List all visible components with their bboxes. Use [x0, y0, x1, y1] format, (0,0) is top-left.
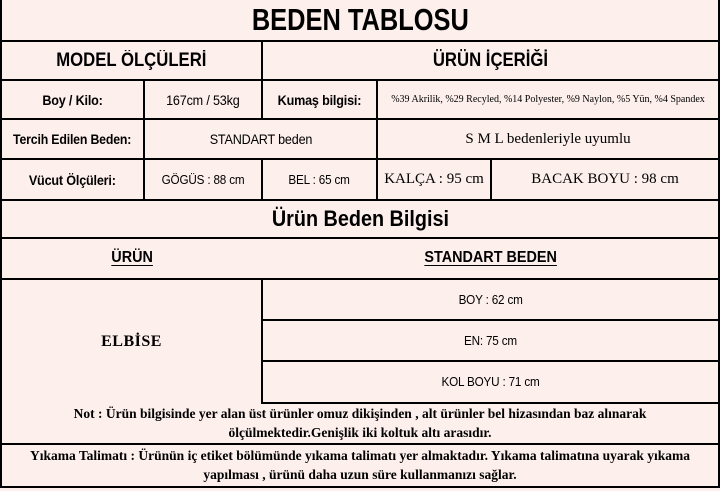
tercih-edilen-beden-row [2, 120, 718, 160]
model-olculeri-header: MODEL ÖLÇÜLERİ [2, 42, 263, 79]
tercih-label: Tercih Edilen Beden: [2, 120, 145, 158]
measurement-row-kol-boyu [263, 362, 718, 404]
table-title-row [2, 0, 718, 42]
kol-boyu-measurement: KOL BOYU : 71 cm [441, 374, 540, 390]
urun-beden-bilgisi-row [2, 201, 718, 239]
yikama-talimati-row [2, 445, 718, 486]
product-measurements-block [2, 280, 718, 404]
page-title: BEDEN TABLOSU [251, 2, 469, 37]
gogus-value: GÖGÜS : 88 cm [145, 160, 263, 198]
standart-beden-column-header: STANDART BEDEN [424, 249, 557, 267]
kalca-value: KALÇA : 95 cm [378, 160, 492, 198]
yikama-talimati: Yıkama Talimatı : Ürünün iç etiket bölümünde yıkama talimatı yer almaktadır. Yıkama talimatına uyarak yıkama yapılması , ürünü daha uzun süre kullanmanızı sağlar. [30, 447, 690, 483]
not-row [2, 404, 718, 445]
tercih-value: STANDART beden [145, 120, 378, 158]
vucut-label: Vücut Ölçüleri: [2, 160, 145, 198]
boy-kilo-label: Boy / Kilo: [2, 81, 145, 118]
product-name: ELBİSE [2, 280, 263, 404]
urun-column-header: ÜRÜN [111, 249, 154, 267]
measurement-row-en [263, 321, 718, 362]
urun-icerigi-header: ÜRÜN İÇERİĞİ [432, 49, 549, 71]
beden-uyum-note: S M L bedenleriyle uyumlu [465, 130, 631, 147]
en-measurement: EN: 75 cm [463, 332, 517, 348]
model-section-header-row [2, 42, 718, 81]
measurement-rows [263, 280, 718, 404]
olcum-notu: Not : Ürün bilgisinde yer alan üst ürünler omuz dikişinden , alt ürünler bel hizasından baz alınarak ölçülmektedir.Genişlik iki koltuk altı arasıdır. [73, 405, 647, 441]
measurement-row-boy [263, 280, 718, 321]
boy-kilo-row [2, 81, 718, 120]
table-title-cell [2, 0, 718, 40]
kumas-bilgisi-label: Kumaş bilgisi: [263, 81, 378, 118]
vucut-olculeri-row [2, 160, 718, 200]
urun-beden-bilgisi-title: Ürün Beden Bilgisi [271, 205, 449, 231]
size-columns-header-row [2, 239, 718, 280]
boy-measurement: BOY : 62 cm [458, 291, 523, 307]
kumas-bilgisi-value: %39 Akrilik, %29 Recyled, %14 Polyester, %9 Naylon, %5 Yün, %4 Spandex [391, 94, 705, 106]
bacak-boyu-value: BACAK BOYU : 98 cm [531, 171, 679, 188]
bel-value: BEL : 65 cm [263, 160, 378, 198]
boy-kilo-value: 167cm / 53kg [145, 81, 263, 118]
